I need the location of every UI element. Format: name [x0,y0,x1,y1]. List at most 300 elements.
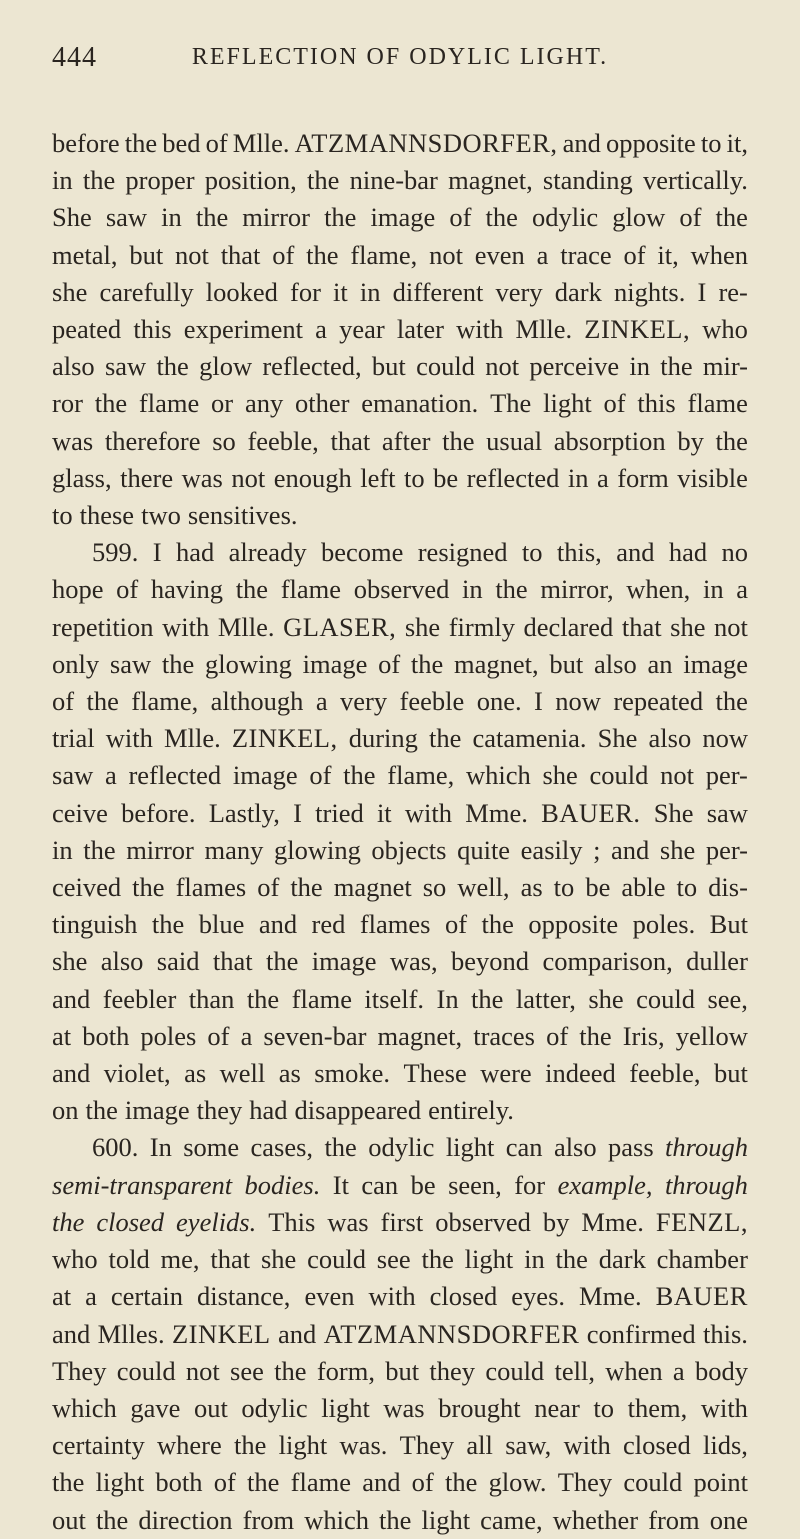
word: closed [623,1430,691,1461]
text-line [52,1167,748,1204]
word: odylic [368,1132,435,1163]
word: it, [726,128,748,158]
word: light [95,1467,145,1498]
word: a [672,1355,685,1386]
word: visible [677,462,748,493]
word: the [324,202,357,233]
word: she [260,1244,297,1275]
word: 599. [92,537,139,568]
word: even [304,1281,355,1312]
word: in [567,462,589,493]
word: she [404,611,441,642]
word: not [429,239,463,270]
word: she [588,983,624,1014]
word: who [702,314,748,345]
word: reflected, [262,351,362,382]
word: a [85,1281,97,1312]
word: one [709,1504,748,1535]
word: feeble, [247,425,319,456]
word: could [307,1244,366,1275]
word: reflected [128,760,222,791]
word: could [416,351,475,382]
word: also [594,648,637,679]
text-line [52,199,748,236]
word: repetition [52,611,154,642]
word: they [429,1355,476,1386]
word: feeble, [629,1058,701,1089]
word: an [647,648,673,679]
word: body [694,1355,748,1386]
word: but [129,239,164,270]
word: They [52,1355,107,1386]
word: not [231,462,266,493]
text-line [52,274,748,311]
word: of [309,760,332,791]
word: experiment [183,314,303,345]
word: I [697,276,707,307]
word: this [637,388,676,419]
word: catamenia. [472,723,587,754]
word: the [94,388,128,419]
word: In [436,983,459,1014]
word: magnet, [377,1020,463,1051]
word: semi-transparent [52,1169,233,1200]
word: out [52,1504,86,1535]
word: and [52,983,91,1014]
word: the [442,425,475,456]
word: She [597,723,638,754]
word: magnet [333,872,412,903]
word: not [485,351,520,382]
word: of [444,909,468,940]
word: Mlle. [515,314,573,345]
word: to [521,537,543,568]
word: was [327,1206,369,1237]
text-line [52,534,748,571]
word: of [679,202,702,233]
text-line [52,1502,748,1539]
word: of [449,202,472,233]
word: with [563,1430,611,1461]
word: bodies. [244,1169,321,1200]
text-line [52,423,748,460]
word: not [714,611,748,642]
word: for [514,1169,546,1200]
word: flame [280,574,342,605]
word: to [700,128,722,158]
word: saw [109,648,152,679]
word: in [524,1244,545,1275]
word: of [378,648,401,679]
word: glow [199,351,253,382]
word: Mlle. [164,723,221,754]
word: the [274,1355,307,1386]
word: indeed [545,1058,616,1089]
word: came, [480,1504,543,1535]
word: resigned [417,537,508,568]
word: glow [612,202,666,233]
word: left [360,462,396,493]
word: the [660,351,693,382]
word: many [204,834,264,865]
word: the [343,760,376,791]
word: having [150,574,224,605]
word: able [621,872,666,903]
word: The [490,388,532,419]
word: sensitives. [187,500,298,531]
word: cases, [250,1132,314,1163]
word: flame, [350,239,418,270]
word: light [278,1430,328,1461]
word: declared [523,611,614,642]
word: see, [707,983,748,1014]
word: trial [52,723,95,754]
word: the [579,1020,612,1051]
word: per- [705,834,748,865]
word: later [396,314,444,345]
word: opposite [605,128,696,158]
word: latter, [515,983,576,1014]
word: red [311,909,346,940]
word: mirror [242,202,310,233]
word: saw [706,797,748,828]
word: of [207,1020,230,1051]
word: she [542,760,578,791]
word: easily [520,834,583,865]
word: said [156,946,200,977]
word: the [471,983,504,1014]
word: glass, [52,462,112,493]
word: GLASER, [283,611,397,642]
word: Mme. [581,1206,644,1237]
text-line [52,832,748,869]
word: chamber [656,1244,748,1275]
word: also [648,723,692,754]
word: any [244,388,284,419]
word: form, [316,1355,375,1386]
word: also [100,946,144,977]
word: in [702,574,724,605]
word: as [278,1058,301,1089]
word: Mlle. [217,611,275,642]
word: Mlles. [97,1318,165,1349]
word: now [555,686,601,717]
word: which [304,1504,369,1535]
word: or [211,388,234,419]
word: where [156,1430,222,1461]
word: the [485,202,518,233]
word: This [268,1206,316,1237]
word: some [183,1132,240,1163]
word: near [534,1392,580,1423]
word: beyond [451,946,530,977]
word: feebler [102,983,177,1014]
word: peated [52,314,122,345]
word: but [385,1355,420,1386]
word: through [665,1132,748,1163]
word: and [52,1318,91,1349]
word: certainty [52,1430,145,1461]
word: saw [52,760,94,791]
word: only [52,648,100,679]
word: a [315,314,327,345]
word: saw [105,202,148,233]
word: it, [657,239,679,270]
word: ; [593,834,601,865]
word: the [95,1504,129,1535]
word: She [52,202,92,233]
word: It [332,1169,349,1200]
word: see [230,1355,264,1386]
word: dark [554,276,602,307]
word: see [376,1244,411,1275]
word: observed [353,574,450,605]
word: In [149,1132,172,1163]
word: proper [125,165,195,196]
word: different [392,276,484,307]
word: quite [457,834,511,865]
word: me, [160,1244,200,1275]
text-line [52,1464,748,1501]
word: seen, [448,1169,502,1200]
word: the [307,165,340,196]
word: a [596,462,609,493]
word: BAUER [655,1281,748,1312]
word: light [445,1132,495,1163]
word: in [629,351,650,382]
text-line [52,1055,748,1092]
word: the [555,1244,588,1275]
word: and [562,128,601,158]
word: I [152,537,162,568]
text-line [52,757,748,794]
word: so [422,872,447,903]
running-title: REFLECTION OF ODYLIC LIGHT. [191,44,609,70]
word: a [736,574,748,605]
word: odylic [241,1392,308,1423]
word: first [380,1206,424,1237]
word: a [315,686,328,717]
word: the [82,165,116,196]
text-line [52,795,748,832]
word: bed [162,128,201,158]
word: the [324,1132,357,1163]
word: ceived [52,872,122,903]
word: saw, [505,1430,552,1461]
word: flame, [387,760,455,791]
word: of [205,128,228,158]
word: Lastly, [208,797,280,828]
text-line [52,385,748,422]
word: I [293,797,302,828]
word: smoke. [314,1058,391,1089]
word: light [543,388,592,419]
word: dis- [708,872,748,903]
word: FENZL, [655,1206,748,1237]
word: odylic [531,202,599,233]
word: which [52,1392,117,1423]
word: and [362,1467,401,1498]
word: poles. [632,909,696,940]
word: the [83,834,116,865]
word: be [433,462,459,493]
word: direction [138,1504,233,1535]
word: BAUER. [541,797,641,828]
word: the [132,872,165,903]
word: who [52,1244,98,1275]
word: the [481,909,514,940]
word: pass [608,1132,654,1163]
word: But [709,909,748,940]
word: image [683,648,748,679]
word: she [52,276,88,307]
word: be [410,1169,436,1200]
text-line [52,348,748,385]
word: ceive [52,797,108,828]
word: year [339,314,385,345]
text-line [52,869,748,906]
word: image [302,648,368,679]
word: but [714,1058,748,1089]
word: yellow [675,1020,748,1051]
word: the [161,648,195,679]
word: the [235,574,269,605]
word: light [321,1392,370,1423]
word: as [184,1058,207,1089]
word: tinguish [52,909,138,940]
word: with [368,1281,416,1312]
word: was. [339,1430,388,1461]
word: magnet, [448,165,533,196]
word: They [557,1467,613,1498]
word: 600. [92,1132,139,1163]
text-line [52,1129,748,1166]
word: She [653,797,694,828]
word: these [79,500,135,531]
word: re- [718,276,748,307]
word: and [258,909,298,940]
word: blue [198,909,245,940]
text-line [52,1241,748,1278]
word: before. [121,797,196,828]
word: that [210,1244,251,1275]
word: even [474,239,525,270]
word: nine-bar [349,165,438,196]
word: a [240,1020,253,1051]
word: can [505,1132,543,1163]
word: They [399,1430,455,1461]
word: Mlle. [232,128,290,158]
word: flame [138,388,200,419]
word: of [603,388,626,419]
word: tried [315,797,364,828]
word: in [52,165,73,196]
word: the [52,1467,85,1498]
word: ATZMANNSDORFER, [294,128,558,158]
word: were [480,1058,532,1089]
word: it [376,797,392,828]
word: gave [130,1392,181,1423]
word: objects [371,834,447,865]
word: this. [703,1318,748,1349]
word: both [82,1020,130,1051]
word: of [411,1467,434,1498]
word: observed [435,1206,531,1237]
word: in [359,276,381,307]
word: ATZMANNSDORFER [323,1318,580,1349]
word: whether [552,1504,639,1535]
word: in [161,202,182,233]
word: magnet, [454,648,539,679]
body-text [52,125,748,1539]
word: ror [52,388,83,419]
word: repeated [613,686,704,717]
word: closed [96,1206,165,1237]
word: by [677,425,704,456]
text-line [52,497,748,534]
word: point [693,1467,748,1498]
word: looked [205,276,278,307]
word: through [664,1169,748,1200]
word: usual [486,425,543,456]
word: poles [140,1020,197,1051]
word: she [52,946,88,977]
word: was [181,462,223,493]
word: enough [273,462,352,493]
word: a [104,760,117,791]
word: from [242,1504,295,1535]
word: closed [429,1281,498,1312]
word: with [700,1392,748,1423]
word: brought [438,1392,521,1423]
word: be [585,872,611,903]
word: was [383,1392,425,1423]
word: mir- [702,351,748,382]
word: to [593,1392,615,1423]
word: flame [290,1467,351,1498]
word: very [340,686,388,717]
word: lids, [702,1430,748,1461]
word: there [120,462,174,493]
word: had [668,537,708,568]
text-line [52,571,748,608]
word: for [290,276,321,307]
word: of [213,1467,236,1498]
word: well [219,1058,266,1089]
word: confirmed [586,1318,696,1349]
word: the [195,202,229,233]
word: no [721,537,748,568]
word: flames [359,909,431,940]
word: carefully [99,276,194,307]
word: metal, [52,239,118,270]
text-line [52,609,748,646]
word: light [421,1504,471,1535]
word: when [605,1355,663,1386]
text-line [52,981,748,1018]
word: when, [626,574,691,605]
word: that [220,239,261,270]
word: with [105,723,153,754]
text-line [52,943,748,980]
word: therefore [104,425,201,456]
word: during [348,723,418,754]
word: at [52,1020,72,1051]
page-number: 444 [52,42,97,73]
word: out [193,1392,228,1423]
word: position, [204,165,297,196]
word: which [465,760,531,791]
